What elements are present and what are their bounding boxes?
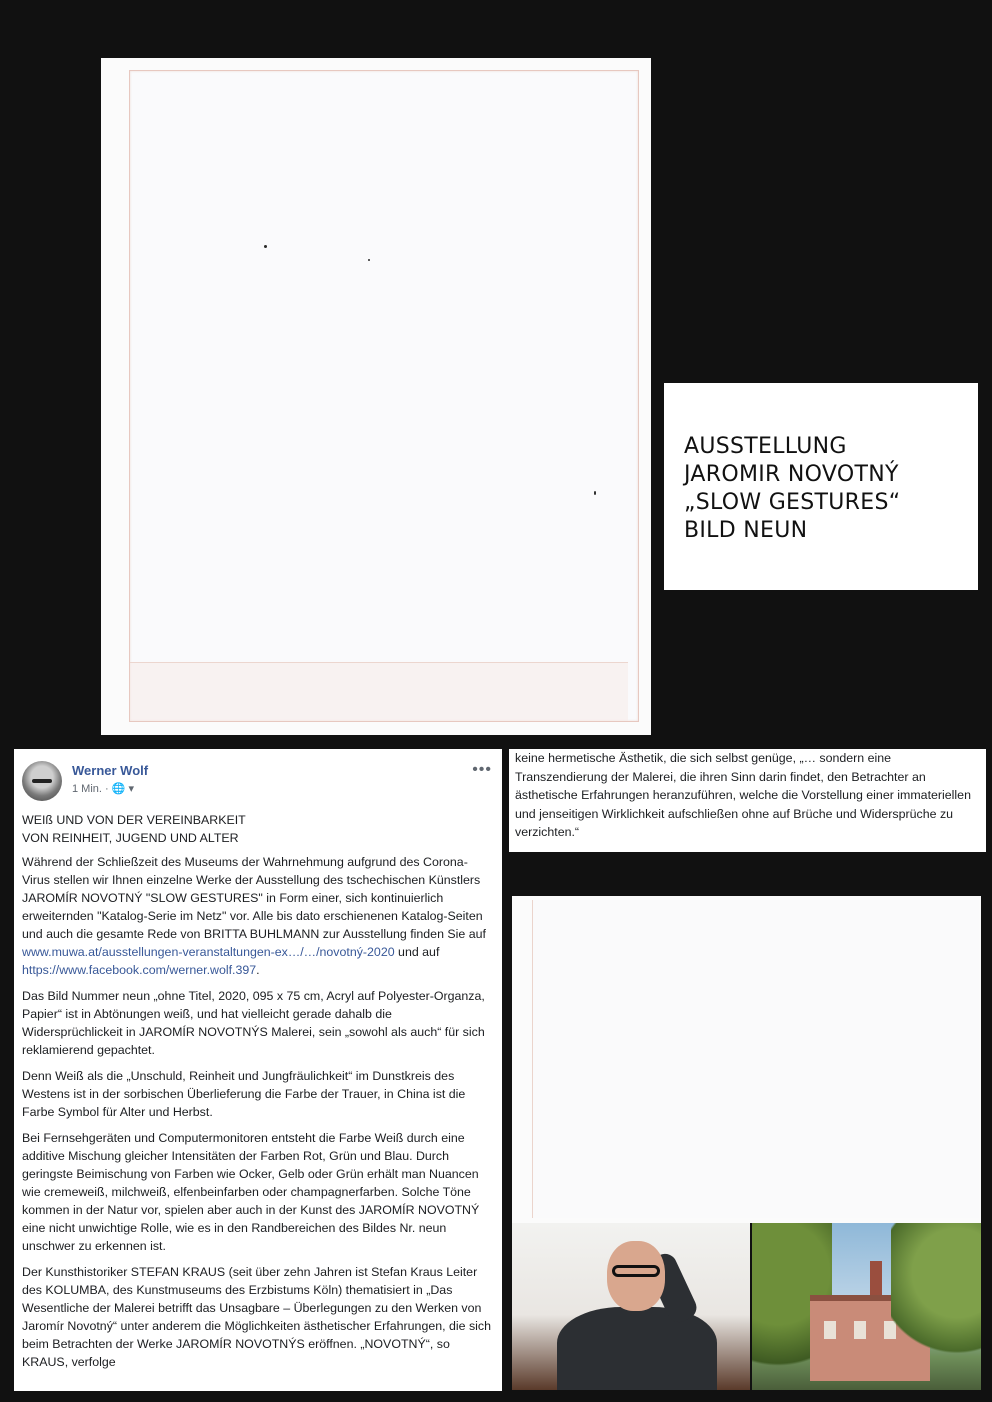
post-title bbox=[22, 811, 492, 847]
painting-white-detail bbox=[512, 896, 981, 1223]
paint-speck bbox=[594, 491, 596, 495]
link-muwa[interactable]: www.muwa.at/ausstellungen-veranstaltungen-ex…/…/novotný-2020 bbox=[22, 945, 395, 959]
label-line: AUSSTELLUNG bbox=[684, 434, 847, 459]
post-header bbox=[22, 761, 492, 801]
facebook-post bbox=[14, 749, 502, 1391]
post-paragraph bbox=[22, 853, 492, 979]
globe-icon: 🌐 bbox=[111, 783, 126, 795]
quote-continuation-card bbox=[509, 749, 986, 852]
quote-text: keine hermetische Ästhetik, die sich selbst genüge, „… sondern eine Transzendierung der Malerei, die ihren Sinn darin findet, den Betrachter an ästhetische Erfahrungen heranzuführen, welche die Vorstellung einer immateriellen und jenseitigen Wirklichkeit aufschließen ohne auf Brüche und Widersprüche zu verzichten.“ bbox=[515, 751, 971, 839]
painting-canvas bbox=[129, 70, 639, 722]
post-time[interactable]: 1 Min. · bbox=[72, 783, 112, 795]
more-options-icon[interactable]: ••• bbox=[472, 761, 492, 778]
painting-canvas bbox=[532, 900, 979, 1218]
post-paragraph: Bei Fernsehgeräten und Computermonitoren entsteht die Farbe Weiß durch eine additive Mischung gleicher Intensitäten der Farben Rot, Grün und Blau. Durch geringste Beimischung von Farben wie Ocker, Gelb oder Grün erhält man Nuancen wie cremeweiß, milchweiß, elfenbeinfarben oder champagnerfarben. Solche Töne kommen in der Natur vor, spielen aber auch in der Kunst des JAROMÍR NOVOTNÝ eine nicht unwichtige Rolle, wie es in den Randbereichen des Bildes Nr. neun unschwer zu erkennen ist. bbox=[22, 1131, 480, 1253]
museum-building-photo bbox=[752, 1223, 981, 1390]
paragraph-text: und auf bbox=[394, 945, 440, 959]
post-meta bbox=[72, 782, 134, 795]
window bbox=[854, 1321, 866, 1339]
post-paragraph: Denn Weiß als die „Unschuld, Reinheit und Jungfräulichkeit“ im Dunstkreis des Westens ist in der sorbischen Überlieferung die Farbe der Trauer, in China ist die Farbe Symbol für Alter und Herbst. bbox=[22, 1069, 466, 1119]
post-author[interactable]: Werner Wolf bbox=[72, 763, 149, 778]
artist-portrait-photo bbox=[512, 1223, 750, 1390]
label-line: „SLOW GESTURES“ bbox=[684, 490, 901, 515]
exhibition-label-card bbox=[664, 383, 978, 590]
post-title-line: WEIß UND VON DER VEREINBARKEIT bbox=[22, 813, 246, 827]
chevron-down-icon[interactable]: ▾ bbox=[128, 783, 135, 795]
avatar[interactable] bbox=[22, 761, 62, 801]
paint-speck bbox=[368, 259, 370, 261]
post-paragraph: Der Kunsthistoriker STEFAN KRAUS (seit über zehn Jahren ist Stefan Kraus Leiter des KOLUMBA, des Kunstmuseums des Erzbistums Köln) thematisiert in „Das Wesentliche der Malerei betrifft das Unsagbare – Überlegungen zu den Werken von Jaromír Novotný“ unter anderem die Möglichkeiten ästhetischer Erfahrungen, die sich beim Betrachten der Werke JAROMÍR NOVOTNÝS eröffnen. „NOVOTNÝ“, so KRAUS, verfolge bbox=[22, 1265, 492, 1369]
paint-speck bbox=[264, 245, 267, 248]
paragraph-text: . bbox=[256, 963, 260, 977]
post-title-line: VON REINHEIT, JUGEND UND ALTER bbox=[22, 831, 239, 845]
paragraph-text: Während der Schließzeit des Museums der Wahrnehmung aufgrund des Corona-Virus stellen wir Ihnen einzelne Werke der Ausstellung des tschechischen Künstlers JAROMÍR NOVOTNÝ "SLOW GESTURES" in Form einer, sich kontinuierlich erweiternden "Katalog-Serie im Netz" vor. Alle bis dato erschienenen Katalog-Seiten und auch die gesamte Rede von BRITTA BUHLMANN zur Ausstellung finden Sie auf bbox=[22, 855, 486, 941]
post-paragraph: Das Bild Nummer neun „ohne Titel, 2020, 095 x 75 cm, Acryl auf Polyester-Organza, Papier“ ist in Abtönungen weiß, und hat vielleicht gerade dahalb die Widersprüchlickeit in JAROMÍR NOVOTNÝS Malerei, sein „sowohl als auch“ für sich reklamierend gepachtet. bbox=[22, 989, 485, 1057]
label-line: JAROMIR NOVOTNÝ bbox=[684, 462, 899, 487]
window bbox=[824, 1321, 836, 1339]
portrait-glasses bbox=[612, 1265, 660, 1277]
post-body bbox=[22, 811, 492, 1379]
tree bbox=[891, 1223, 981, 1363]
painting-white-large bbox=[101, 58, 651, 735]
link-facebook[interactable]: https://www.facebook.com/werner.wolf.397 bbox=[22, 963, 257, 977]
portrait-body bbox=[557, 1307, 717, 1390]
label-line: BILD NEUN bbox=[684, 518, 808, 543]
